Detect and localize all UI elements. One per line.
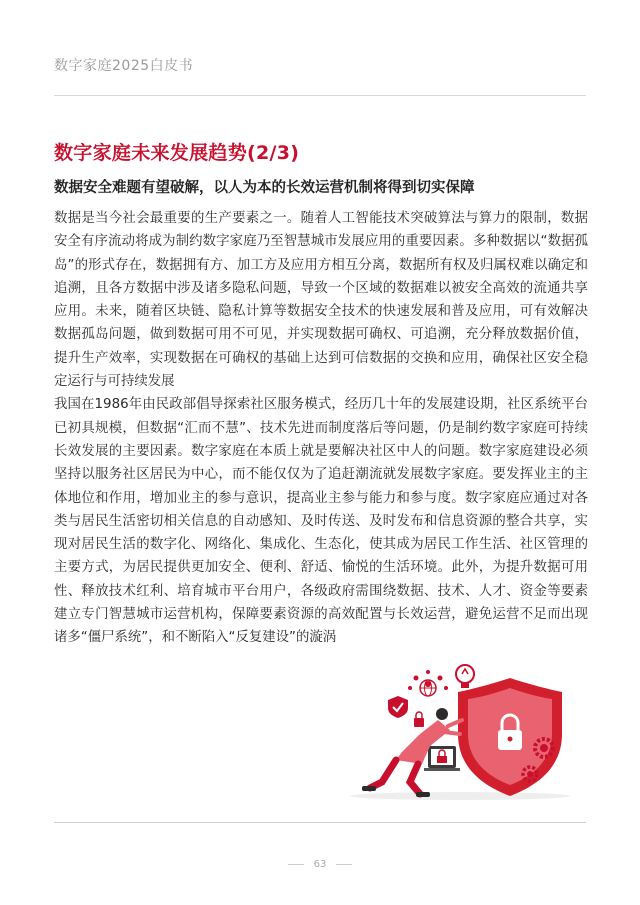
padlock-icon <box>414 712 424 727</box>
page-number <box>0 859 640 870</box>
body-paragraph-2: 我国在1986年由民政部倡导探索社区服务模式，经历几十年的发展建设期，社区系统平台已初具规模，但数据“汇而不慧”、技术先进而制度落后等问题，仍是制约数字家庭可持续长效发展的主要因素。数字家庭在本质上就是要解决社区中人的问题。数字家庭建设必须坚持以服务社区居民为中心，而不能仅仅为了追赶潮流就发展数字家庭。要发挥业主的主体地位和作用，增加业主的参与意识，提高业主参与能力和参与度。数字家庭应通过对各类与居民生活密切相关信息的自动感知、及时传送、及时发布和信息资源的整合共享，实现对居民生活的数字化、网络化、集成化、生态化，使其成为居民工作生活、社区管理的主要方式，为居民提供更加安全、便利、舒适、愉悦的生活环境。此外，为提升数据可用性、释放技术红利、培育城市平台用户，各级政府需围绕数据、技术、人才、资金等要素建立专门智慧城市运营机构，保障要素资源的高效配置与长效运营，避免运营不足而出现诸多“僵尸系统”，和不断陷入“反复建设”的漩涡 <box>54 397 588 646</box>
header-divider <box>54 95 586 96</box>
body-paragraph-1: 数据是当今社会最重要的生产要素之一。随着人工智能技术突破算法与算力的限制，数据安全有序流动将成为制约数字家庭乃至智慧城市发展应用的重要因素。多种数据以“数据孤岛”的形式存在，数据拥有方、加工方及应用方相互分离，数据所有权及归属权难以确定和追溯，且各方数据中涉及诸多隐私问题，导致一个区域的数据难以被安全高效的流通共享应用。未来，随着区块链、隐私计算等数据安全技术的快速发展和普及应用，可有效解决数据孤岛问题，做到数据可用不可见，并实现数据可确权、可追溯，充分释放数据价值，提升生产效率，实现数据在可确权的基础上达到可信数据的交换和应用，确保社区安全稳定运行与可持续发展 <box>54 211 588 390</box>
footer-divider <box>54 822 586 823</box>
shield-lock-icon <box>458 678 562 796</box>
body-text <box>54 207 588 650</box>
lightbulb-icon <box>456 665 474 688</box>
laptop-lock-icon <box>424 746 460 771</box>
section-subtitle: 数据安全难题有望破解，以人为本的长效运营机制将得到切实保障 <box>54 180 475 196</box>
data-security-illustration <box>330 656 580 802</box>
checkmark-badge-icon <box>388 696 408 718</box>
document-header-title: 数字家庭2025白皮书 <box>54 58 194 74</box>
section-title: 数字家庭未来发展趋势(2/3) <box>54 142 300 164</box>
page-number-left-dash <box>288 864 304 865</box>
page-number-value: 63 <box>313 859 327 870</box>
page-number-right-dash <box>336 864 352 865</box>
